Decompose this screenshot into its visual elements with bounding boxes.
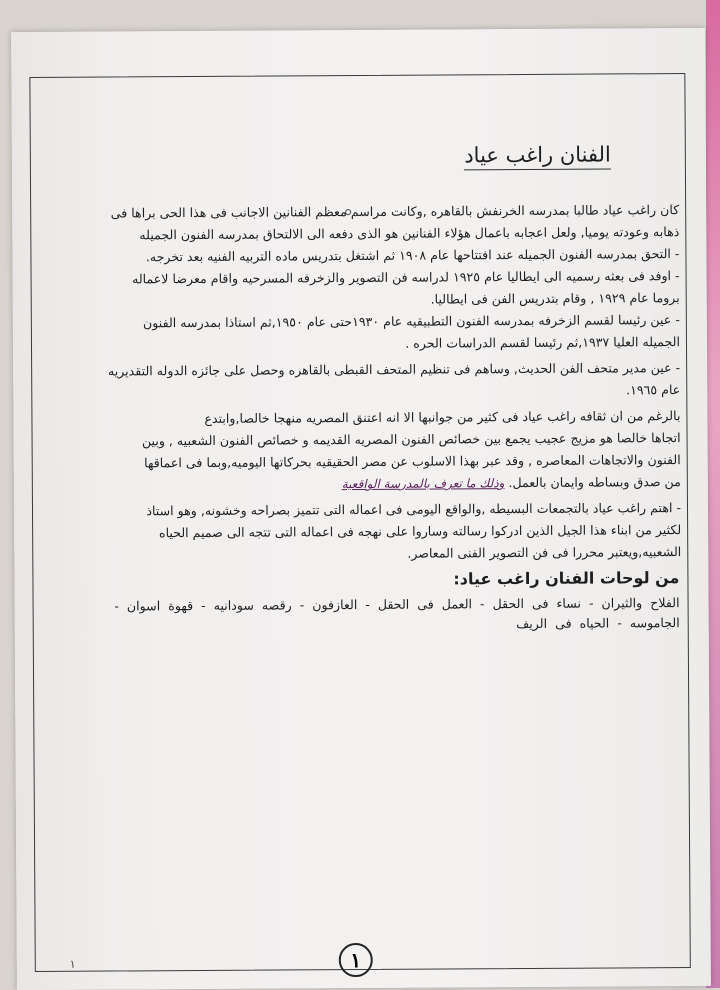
text-line: - اوفد فى بعثه رسميه الى ايطاليا عام ١٩٢٥ لدراسه فن التصوير والزخرفه المسرحيه واقام معرضا لاعماله — [132, 268, 680, 287]
text-line: الجميله العليا ١٩٣٧,ثم رئيسا لقسم الدراسات الحره . — [405, 334, 681, 351]
text-line: اتجاها خالصا هو مزيج عجيب يجمع بين خصائص الفنون المصريه القديمه و خصائص الفنون الشعبيه , وبين — [141, 430, 681, 449]
text-line: بالرغم من ان ثقافه راغب عياد فى كثير من جوانبها الا انه اعتنق المصريه منهجا خالصا,وابتدع — [204, 408, 681, 426]
text-line: - عين رئيسا لقسم الزخرفه بمدرسه الفنون التطبيقيه عام ١٩٣٠حتى عام ١٩٥٠,ثم استاذا بمدرسه الفنون — [142, 312, 680, 331]
document-page — [11, 28, 711, 990]
text-line: الفنون والاتجاهات المعاصره , وقد عبر بهذا الاسلوب عن مصر الحقيقيه بحركاتها اليوميه,وبما فى اعماقها — [144, 452, 681, 471]
margin-mark: ١ — [69, 957, 76, 971]
text-line: - عين مدير متحف الفن الحديث, وساهم فى تنظيم المتحف القبطى بالقاهره وحصل على جائزه الدوله التقديريه — [107, 360, 681, 379]
text-line: - التحق بمدرسه الفنون الجميله عند افتتاحها عام ١٩٠٨ ثم اشتغل بتدريس ماده التربيه الفنيه بعد تخرجه. — [145, 246, 680, 265]
text-line: عام ١٩٦٥. — [625, 382, 681, 398]
works-heading: من لوحات الفنان راغب عياد: — [453, 568, 680, 589]
text-line: ذهابه وعودته يوميا, ولعل اعجابه باعمال هؤلاء الفنانين هو الذى دفعه الى الالتحاق بمدرسه الفنون الجميله — [139, 224, 680, 243]
works-line: الجاموسه - الحياه فى الريف — [516, 615, 680, 632]
works-line: الفلاح والثيران - نساء فى الحقل - العمل فى الحقل - العازفون - رقصه سودانيه - قهوة اسوان - — [114, 595, 680, 614]
text-line: الشعبيه,ويعتبر محررا فى فن التصوير الفنى المعاصر. — [407, 544, 682, 561]
handwritten-note: وذلك ما تعرف بالمدرسة الواقعية — [341, 476, 505, 492]
works-list — [40, 593, 680, 637]
text-line-body: من صدق وبساطه وايمان بالعمل. — [508, 474, 681, 491]
page-border — [29, 73, 690, 972]
text-line: بروما عام ١٩٢٩ , وقام بتدريس الفن فى ايطاليا. — [430, 290, 680, 307]
page-number: ١ — [339, 943, 373, 977]
document-title: الفنان راغب عياد — [464, 142, 611, 170]
text-line — [342, 474, 681, 492]
text-line: لكثير من ابناء هذا الجيل الذين ادركوا رسالته وساروا على نهجه فى اعماله التى تتجه الى صميم الحياه — [158, 522, 682, 541]
text-line: - اهتم راغب عياد بالتجمعات البسيطه ,والواقع اليومى فى اعماله التى تتميز بصراحه وخشونه, وهو استاذ — [146, 500, 682, 519]
page-content — [34, 74, 685, 971]
text-line: كان راغب عياد طالبا بمدرسه الخرنفش بالقاهره ,وكانت مراسم معظم الفنانين الاجانب فى هذا الحى براها فى — [110, 202, 680, 221]
